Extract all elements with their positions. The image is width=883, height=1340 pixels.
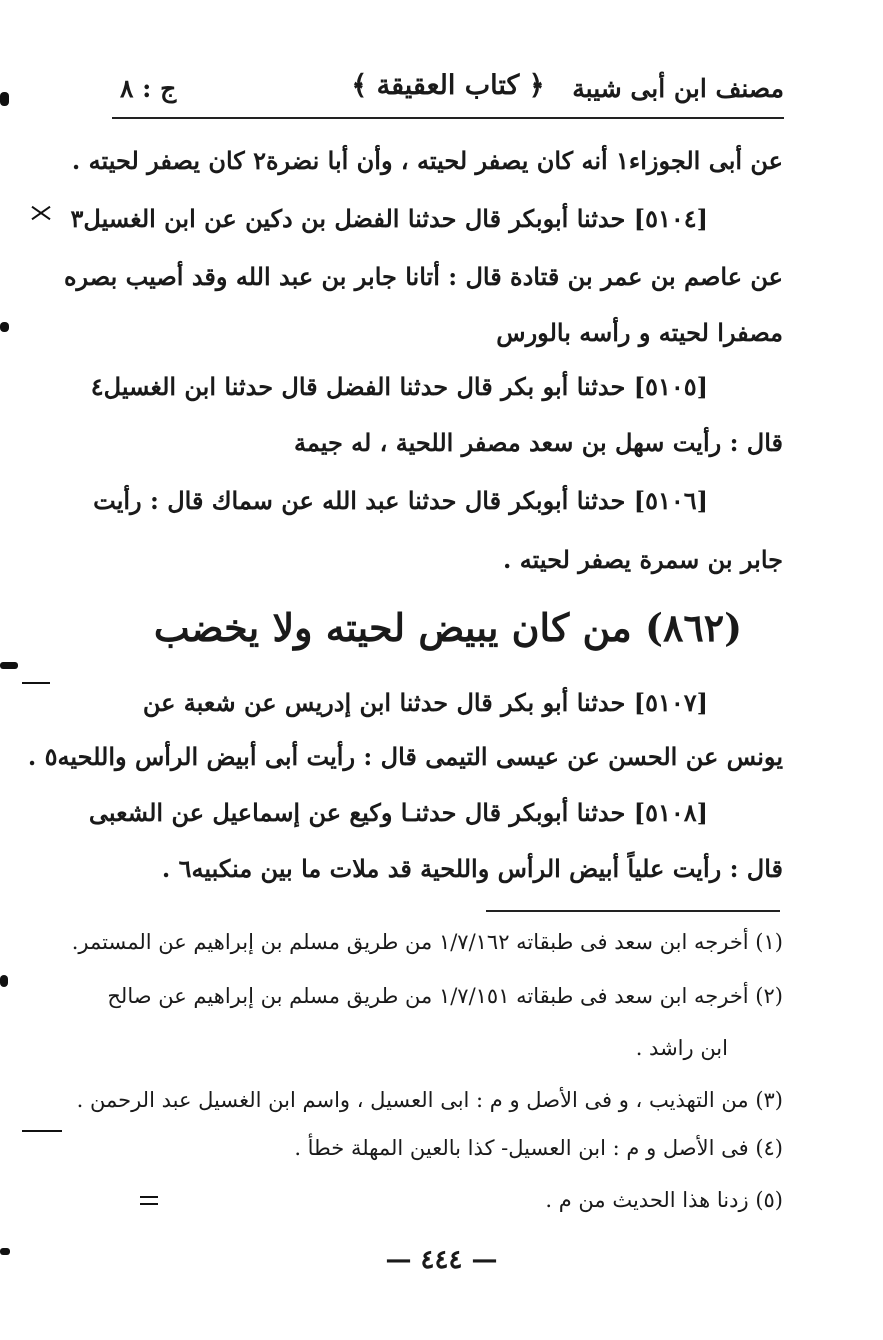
hadith-5104: [٥١٠٤] حدثنا أبوبكر قال حدثنا الفضل بن دكين عن ابن الغسيل٣ xyxy=(70,204,708,233)
margin-mark xyxy=(22,682,50,684)
footnote-4: (٤) فى الأصل و م : ابن العسيل- كذا بالعين المهلة خطأ . xyxy=(294,1136,783,1160)
text-line: قال : رأيت علياً أبيض الرأس واللحية قد ملات ما بين منكبيه٦ . xyxy=(161,854,783,883)
margin-mark xyxy=(140,1203,158,1205)
text-line: قال : رأيت سهل بن سعد مصفر اللحية ، له جيمة xyxy=(293,428,783,457)
book-title: مصنف ابن أبى شيبة xyxy=(572,74,784,103)
volume-number: ج : ٨ xyxy=(120,74,177,103)
hadith-5107: [٥١٠٧] حدثنا أبو بكر قال حدثنا ابن إدريس عن شعبة عن xyxy=(142,688,708,717)
margin-mark xyxy=(0,92,9,106)
margin-mark xyxy=(0,1248,10,1255)
footnote-divider xyxy=(486,910,780,912)
section-heading: (٨٦٢) من كان يبيض لحيته ولا يخضب xyxy=(153,605,743,650)
hadith-5105: [٥١٠٥] حدثنا أبو بكر قال حدثنا الفضل قال حدثنا ابن الغسيل٤ xyxy=(90,372,708,401)
footnote-5: (٥) زدنا هذا الحديث من م . xyxy=(545,1188,783,1212)
footnote-1: (١) أخرجه ابن سعد فى طبقاته ١/٧/١٦٢ من طريق مسلم بن إبراهيم عن المستمر. xyxy=(71,930,783,954)
margin-mark xyxy=(0,662,18,669)
margin-mark xyxy=(0,975,8,987)
footnote-2-continued: ابن راشد . xyxy=(635,1036,728,1060)
page-header xyxy=(112,66,784,110)
header-divider xyxy=(112,117,784,119)
margin-mark xyxy=(0,322,9,332)
text-line: عن أبى الجوزاء١ أنه كان يصفر لحيته ، وأن أبا نضرة٢ كان يصفر لحيته . xyxy=(71,146,783,175)
text-line: جابر بن سمرة يصفر لحيته . xyxy=(503,545,783,574)
text-line: مصفرا لحيته و رأسه بالورس xyxy=(496,318,783,347)
text-line: يونس عن الحسن عن عيسى التيمى قال : رأيت أبى أبيض الرأس واللحيه٥ . xyxy=(27,742,783,771)
footnote-2: (٢) أخرجه ابن سعد فى طبقاته ١/٧/١٥١ من طريق مسلم بن إبراهيم عن صالح xyxy=(107,984,783,1008)
text-line: عن عاصم بن عمر بن قتادة قال : أتانا جابر بن عبد الله وقد أصيب بصره xyxy=(63,262,783,291)
footnote-3: (٣) من التهذيب ، و فى الأصل و م : ابى العسيل ، واسم ابن الغسيل عبد الرحمن . xyxy=(76,1088,783,1112)
hadith-5106: [٥١٠٦] حدثنا أبوبكر قال حدثنا عبد الله عن سماك قال : رأيت xyxy=(93,486,708,515)
margin-mark xyxy=(140,1196,158,1198)
page-number: — ٤٤٤ — xyxy=(385,1245,498,1275)
chapter-title: ﴿ كتاب العقيقة ﴾ xyxy=(351,70,545,101)
margin-mark xyxy=(22,1130,62,1132)
hadith-5108: [٥١٠٨] حدثنا أبوبكر قال حدثنـا وكيع عن إسماعيل عن الشعبى xyxy=(88,798,708,827)
